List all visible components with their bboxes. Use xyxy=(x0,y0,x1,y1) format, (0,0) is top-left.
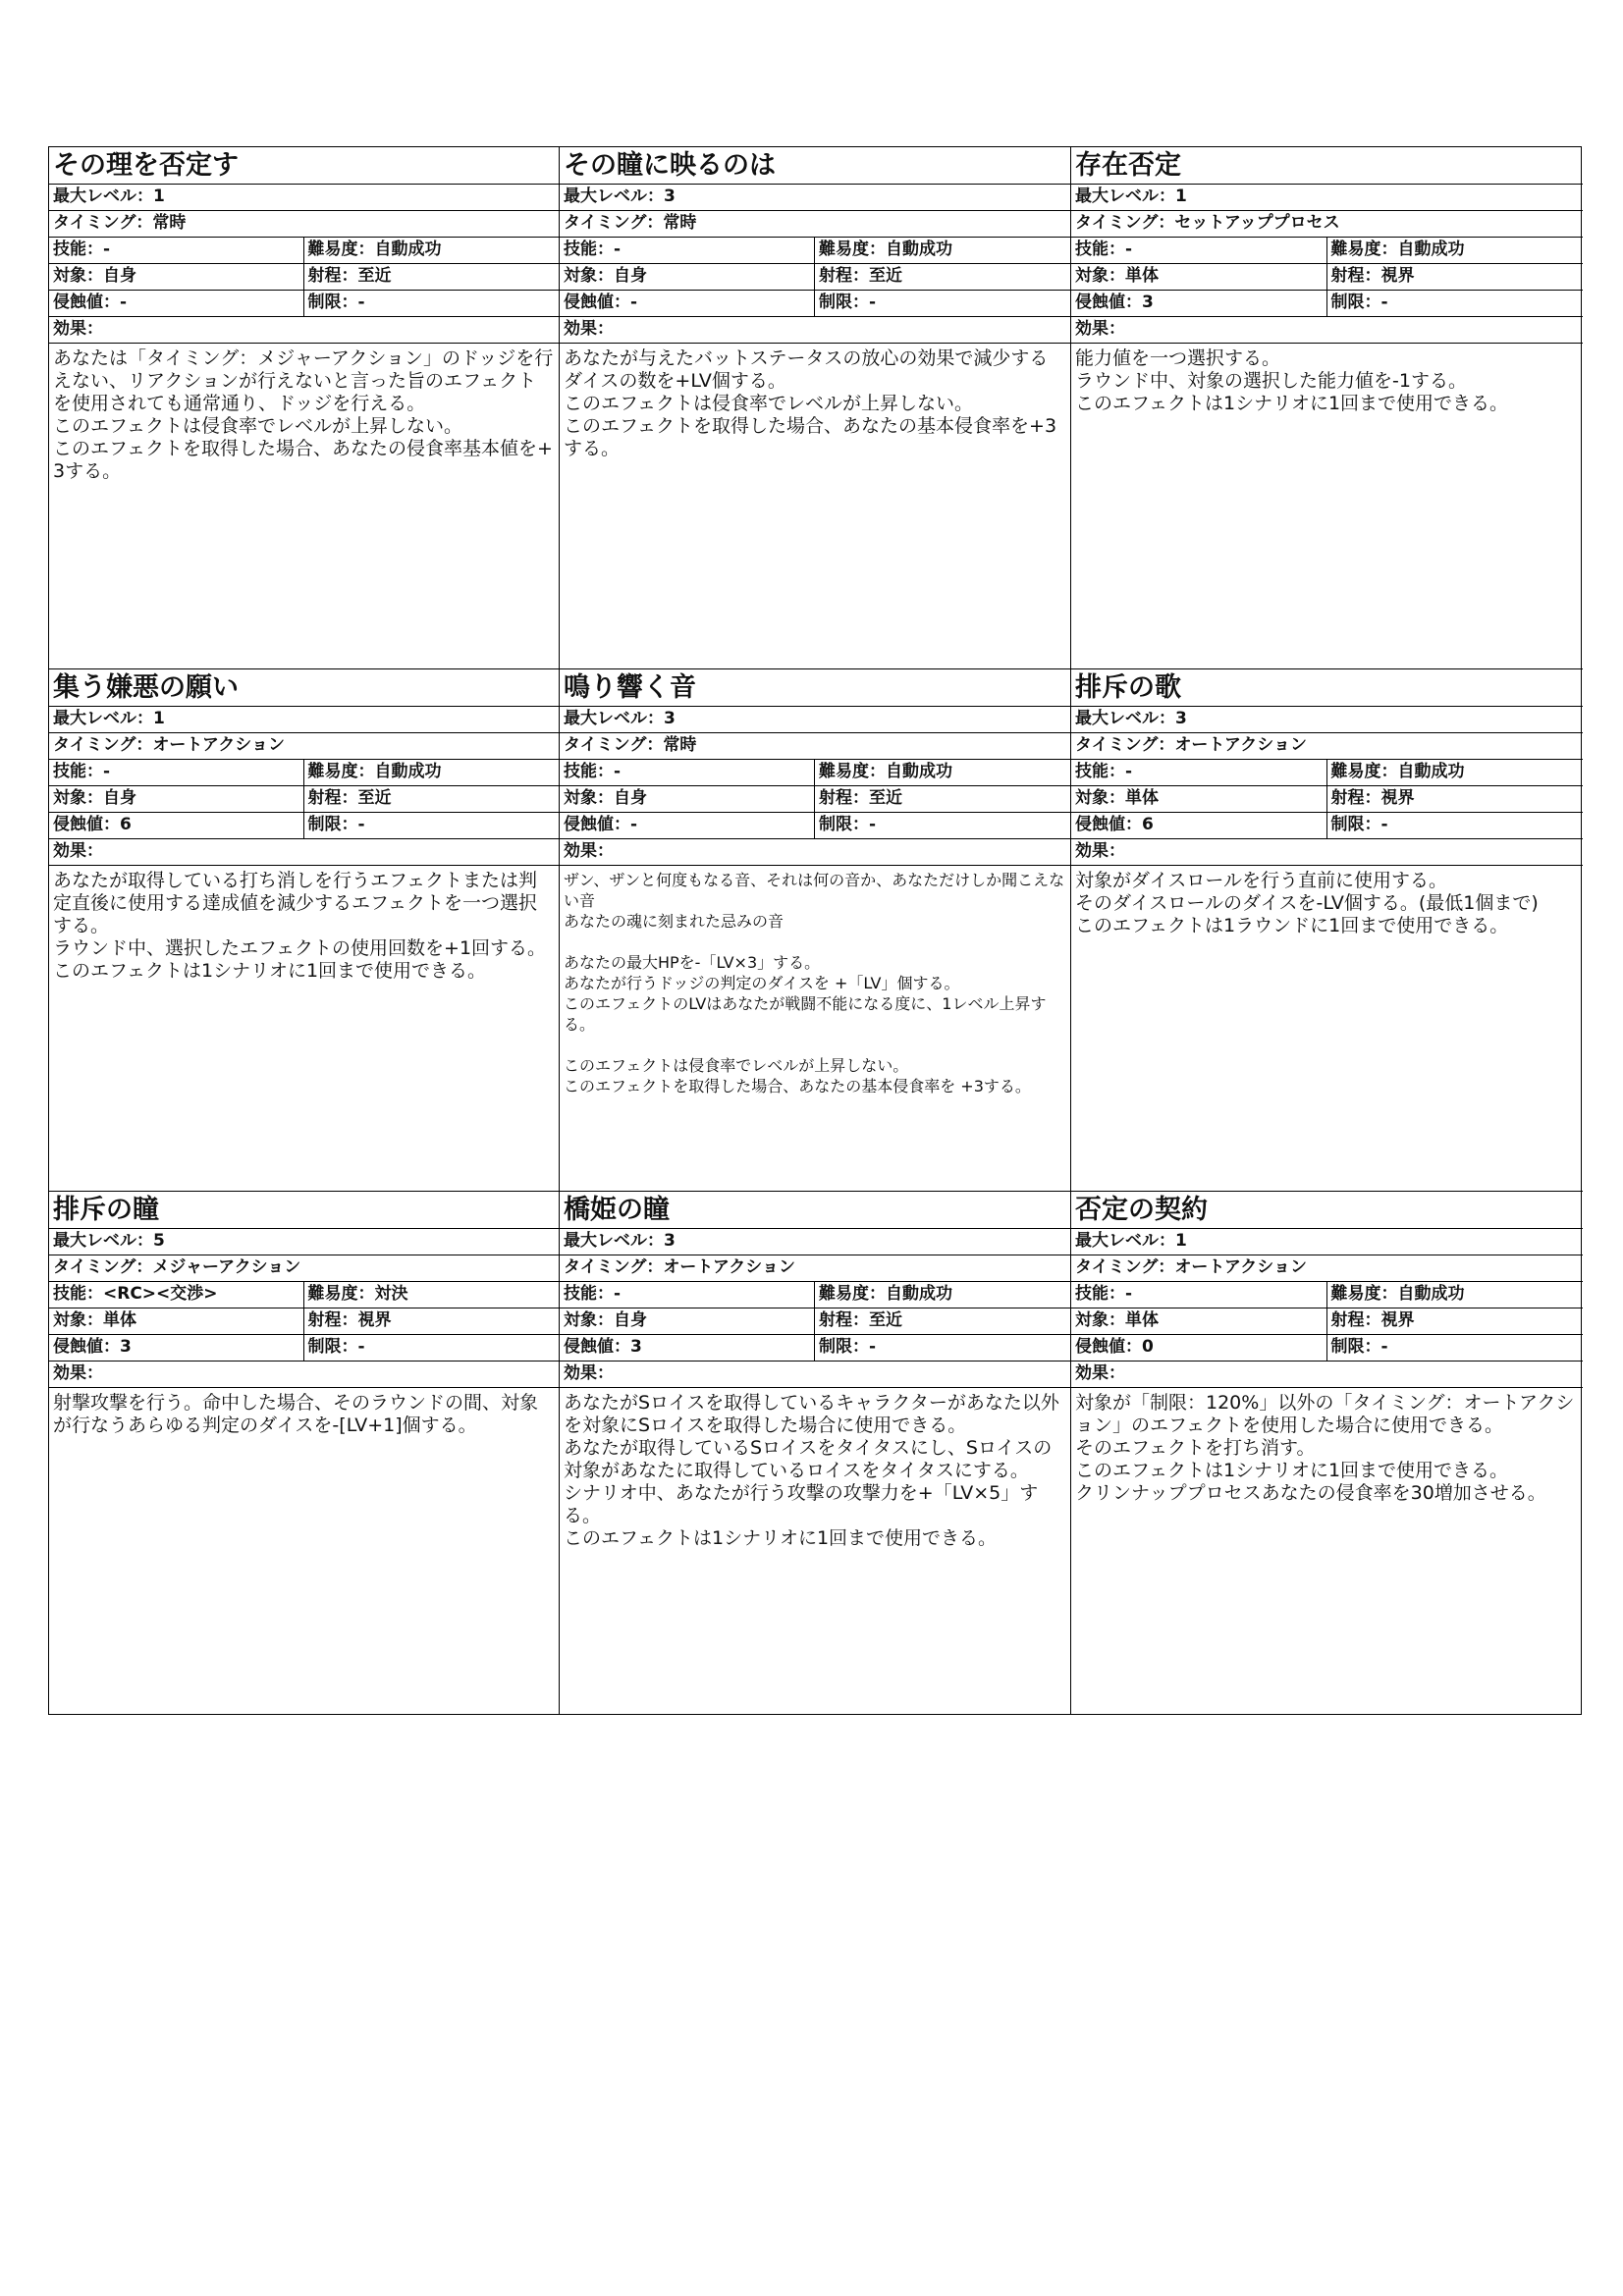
limit-cell xyxy=(815,291,1070,316)
effect-label-row xyxy=(1071,1362,1583,1388)
max-level-row xyxy=(560,1229,1070,1255)
timing-value: セットアッププロセス xyxy=(1174,213,1340,233)
timing-label: タイミング： xyxy=(1075,213,1175,233)
effect-label: 効果： xyxy=(53,1363,103,1383)
max-level-row xyxy=(560,185,1070,211)
target-range-row xyxy=(1071,1308,1583,1335)
limit-value: - xyxy=(1380,1337,1388,1357)
skill-value: - xyxy=(103,762,111,781)
erosion-label: 侵蝕値： xyxy=(564,293,630,312)
range-value: 視界 xyxy=(1380,1310,1415,1330)
erosion-value: 6 xyxy=(120,815,132,834)
target-label: 対象： xyxy=(53,266,103,286)
max-level-row xyxy=(1071,707,1583,733)
range-label: 射程： xyxy=(307,1310,358,1330)
timing-value: オートアクション xyxy=(663,1257,795,1277)
limit-label: 制限： xyxy=(307,815,358,834)
difficulty-value: 自動成功 xyxy=(374,240,442,259)
timing-value: 常時 xyxy=(663,735,697,755)
skill-difficulty-row xyxy=(560,1282,1070,1308)
erosion-value: 3 xyxy=(120,1337,132,1357)
timing-label: タイミング： xyxy=(53,735,153,755)
skill-value: - xyxy=(1125,762,1133,781)
timing-label: タイミング： xyxy=(564,1257,664,1277)
skill-difficulty-row xyxy=(1071,238,1583,264)
erosion-limit-row xyxy=(560,813,1070,839)
max-level-row xyxy=(1071,1229,1583,1255)
limit-cell xyxy=(815,813,1070,838)
range-value: 視界 xyxy=(1380,266,1415,286)
max-level-label: 最大レベル： xyxy=(564,709,664,728)
skill-difficulty-row xyxy=(49,760,559,786)
skill-difficulty-row xyxy=(49,238,559,264)
skill-cell xyxy=(1071,1282,1327,1308)
max-level-row xyxy=(49,185,559,211)
max-level-label: 最大レベル： xyxy=(53,709,153,728)
erosion-limit-row xyxy=(49,1335,559,1362)
max-level-value: 3 xyxy=(1175,709,1187,728)
difficulty-cell xyxy=(815,760,1070,785)
max-level-label: 最大レベル： xyxy=(564,187,664,206)
difficulty-value: 自動成功 xyxy=(374,762,442,781)
effect-label-row xyxy=(49,1362,559,1388)
max-level-value: 5 xyxy=(153,1231,165,1251)
range-cell xyxy=(815,264,1070,290)
difficulty-label: 難易度： xyxy=(819,1284,886,1304)
target-cell xyxy=(1071,1308,1327,1334)
limit-value: - xyxy=(1380,293,1388,312)
max-level-row xyxy=(560,707,1070,733)
difficulty-label: 難易度： xyxy=(307,1284,375,1304)
range-label: 射程： xyxy=(819,788,869,808)
target-cell xyxy=(49,786,304,812)
timing-value: メジャーアクション xyxy=(152,1257,301,1277)
timing-value: オートアクション xyxy=(152,735,285,755)
range-label: 射程： xyxy=(307,788,358,808)
erosion-cell xyxy=(49,291,304,316)
effect-description: 対象がダイスロールを行う直前に使用する。 そのダイスロールのダイスを-LV個する。(最低1個まで) このエフェクトは1ラウンドに1回まで使用できる。 xyxy=(1075,870,1539,936)
max-level-row xyxy=(49,707,559,733)
limit-cell xyxy=(1327,1335,1584,1361)
skill-label: 技能： xyxy=(564,1284,614,1304)
difficulty-cell xyxy=(815,238,1070,263)
skill-cell xyxy=(49,238,304,263)
effect-label: 効果： xyxy=(53,319,103,339)
skill-cell xyxy=(1071,760,1327,785)
effect-label: 効果： xyxy=(564,319,614,339)
effect-label: 効果： xyxy=(564,1363,614,1383)
difficulty-value: 対決 xyxy=(374,1284,408,1304)
effect-name: 鳴り響く音 xyxy=(560,669,1070,707)
max-level-value: 3 xyxy=(664,709,676,728)
skill-value: - xyxy=(1125,1284,1133,1304)
target-range-row xyxy=(560,786,1070,813)
target-label: 対象： xyxy=(1075,266,1125,286)
limit-label: 制限： xyxy=(819,293,869,312)
timing-label: タイミング： xyxy=(564,735,664,755)
effect-description: あなたは「タイミング：メジャーアクション」のドッジを行えない、リアクションが行えないと言った旨のエフェクトを使用されても通常通り、ドッジを行える。 このエフェクトは侵食率でレベルが上昇しない。 このエフェクトを取得した場合、あなたの侵食率基本値を+3する。 xyxy=(53,347,554,482)
effect-label-row xyxy=(560,317,1070,344)
erosion-limit-row xyxy=(1071,1335,1583,1362)
target-cell xyxy=(1071,264,1327,290)
difficulty-value: 自動成功 xyxy=(1397,762,1465,781)
max-level-label: 最大レベル： xyxy=(53,187,153,206)
difficulty-value: 自動成功 xyxy=(886,1284,952,1304)
effect-name: 否定の契約 xyxy=(1071,1192,1583,1229)
skill-cell xyxy=(560,1282,815,1308)
timing-row xyxy=(560,1255,1070,1282)
difficulty-cell xyxy=(304,1282,560,1308)
effect-description: あなたが取得している打ち消しを行うエフェクトまたは判定直後に使用する達成値を減少するエフェクトを一つ選択する。 ラウンド中、選択したエフェクトの使用回数を+1回する。 このエフェクトは1シナリオに1回まで使用できる。 xyxy=(53,870,547,982)
erosion-label: 侵蝕値： xyxy=(1075,815,1142,834)
skill-label: 技能： xyxy=(1075,1284,1125,1304)
effect-card-4 xyxy=(49,669,560,1192)
difficulty-label: 難易度： xyxy=(307,240,375,259)
erosion-value: 0 xyxy=(1142,1337,1154,1357)
target-value: 自身 xyxy=(103,788,136,808)
skill-difficulty-row xyxy=(1071,760,1583,786)
limit-value: - xyxy=(869,1337,877,1357)
target-value: 単体 xyxy=(1125,266,1159,286)
range-cell xyxy=(304,1308,560,1334)
erosion-label: 侵蝕値： xyxy=(564,1337,630,1357)
target-cell xyxy=(560,786,815,812)
difficulty-label: 難易度： xyxy=(1330,1284,1398,1304)
erosion-value: 6 xyxy=(1142,815,1154,834)
range-cell xyxy=(815,786,1070,812)
limit-label: 制限： xyxy=(307,1337,358,1357)
timing-value: 常時 xyxy=(663,213,697,233)
erosion-label: 侵蝕値： xyxy=(1075,293,1142,312)
max-level-value: 1 xyxy=(153,187,165,206)
skill-label: 技能： xyxy=(53,762,103,781)
target-value: 単体 xyxy=(1125,788,1159,808)
difficulty-cell xyxy=(815,1282,1070,1308)
erosion-limit-row xyxy=(1071,291,1583,317)
effect-card-5 xyxy=(560,669,1071,1192)
target-cell xyxy=(49,264,304,290)
skill-value: - xyxy=(103,240,111,259)
erosion-label: 侵蝕値： xyxy=(53,293,120,312)
timing-label: タイミング： xyxy=(564,213,664,233)
skill-label: 技能： xyxy=(1075,240,1125,259)
erosion-label: 侵蝕値： xyxy=(564,815,630,834)
limit-value: - xyxy=(357,1337,365,1357)
target-range-row xyxy=(49,1308,559,1335)
effect-name: 存在否定 xyxy=(1071,147,1583,185)
erosion-limit-row xyxy=(49,291,559,317)
limit-value: - xyxy=(869,815,877,834)
erosion-cell xyxy=(49,813,304,838)
skill-value: - xyxy=(1125,240,1133,259)
timing-row xyxy=(49,733,559,760)
timing-row xyxy=(560,211,1070,238)
target-value: 単体 xyxy=(1125,1310,1159,1330)
target-label: 対象： xyxy=(564,788,614,808)
skill-difficulty-row xyxy=(1071,1282,1583,1308)
difficulty-cell xyxy=(304,238,560,263)
erosion-cell xyxy=(1071,1335,1327,1361)
effect-label: 効果： xyxy=(564,841,614,861)
target-range-row xyxy=(49,264,559,291)
effect-description: ザン、ザンと何度もなる音、それは何の音か、あなただけしか聞こえない音 あなたの魂に刻まれた忌みの音 あなたの最大HPを-「LV×3」する。 あなたが行うドッジの判定のダイスを +「LV」個する。 このエフェクトのLVはあなたが戦闘不能になる度に、1レベル上昇する。 このエフェクトは侵食率でレベルが上昇しない。 このエフェクトを取得した場合、あなたの基本侵食率を +3する。 xyxy=(564,871,1065,1095)
max-level-row xyxy=(1071,185,1583,211)
effect-label-row xyxy=(49,317,559,344)
erosion-cell xyxy=(49,1335,304,1361)
skill-label: 技能： xyxy=(564,762,614,781)
limit-cell xyxy=(304,1335,560,1361)
difficulty-label: 難易度： xyxy=(819,762,886,781)
timing-row xyxy=(1071,733,1583,760)
difficulty-label: 難易度： xyxy=(1330,240,1398,259)
effect-card-7 xyxy=(49,1192,560,1714)
effect-description: 射撃攻撃を行う。命中した場合、そのラウンドの間、対象が行なうあらゆる判定のダイスを-[LV+1]個する。 xyxy=(53,1392,539,1436)
timing-row xyxy=(560,733,1070,760)
timing-row xyxy=(49,1255,559,1282)
effect-label: 効果： xyxy=(1075,319,1125,339)
difficulty-value: 自動成功 xyxy=(886,240,952,259)
timing-row xyxy=(1071,211,1583,238)
range-value: 至近 xyxy=(869,788,902,808)
target-value: 単体 xyxy=(103,1310,136,1330)
timing-value: 常時 xyxy=(152,213,187,233)
difficulty-cell xyxy=(1327,760,1584,785)
limit-value: - xyxy=(357,815,365,834)
limit-cell xyxy=(304,813,560,838)
skill-cell xyxy=(49,760,304,785)
timing-label: タイミング： xyxy=(53,1257,153,1277)
range-value: 至近 xyxy=(869,1310,902,1330)
effect-card-3 xyxy=(1071,147,1583,669)
range-label: 射程： xyxy=(819,1310,869,1330)
skill-cell xyxy=(560,760,815,785)
skill-label: 技能： xyxy=(53,240,103,259)
difficulty-value: 自動成功 xyxy=(1397,240,1465,259)
max-level-row xyxy=(49,1229,559,1255)
max-level-label: 最大レベル： xyxy=(1075,1231,1175,1251)
limit-label: 制限： xyxy=(1330,1337,1381,1357)
effect-name: 排斥の瞳 xyxy=(49,1192,559,1229)
effect-name: 集う嫌悪の願い xyxy=(49,669,559,707)
effect-name: 橋姫の瞳 xyxy=(560,1192,1070,1229)
range-cell xyxy=(815,1308,1070,1334)
limit-label: 制限： xyxy=(819,1337,869,1357)
range-label: 射程： xyxy=(1330,266,1381,286)
effect-description: 能力値を一つ選択する。 ラウンド中、対象の選択した能力値を-1する。 このエフェクトは1シナリオに1回まで使用できる。 xyxy=(1075,347,1509,414)
skill-label: 技能： xyxy=(53,1284,103,1304)
erosion-limit-row xyxy=(560,1335,1070,1362)
skill-label: 技能： xyxy=(1075,762,1125,781)
erosion-limit-row xyxy=(1071,813,1583,839)
skill-difficulty-row xyxy=(49,1282,559,1308)
range-label: 射程： xyxy=(1330,788,1381,808)
effect-card-2 xyxy=(560,147,1071,669)
effect-label: 効果： xyxy=(53,841,103,861)
max-level-value: 1 xyxy=(1175,1231,1187,1251)
range-value: 視界 xyxy=(1380,788,1415,808)
target-range-row xyxy=(1071,264,1583,291)
target-range-row xyxy=(49,786,559,813)
skill-value: <RC><交渉> xyxy=(103,1284,218,1304)
limit-cell xyxy=(1327,813,1584,838)
skill-difficulty-row xyxy=(560,760,1070,786)
skill-cell xyxy=(1071,238,1327,263)
effect-card-6 xyxy=(1071,669,1583,1192)
max-level-value: 3 xyxy=(664,1231,676,1251)
effect-label-row xyxy=(49,839,559,866)
effect-label-row xyxy=(1071,839,1583,866)
effect-label: 効果： xyxy=(1075,1363,1125,1383)
max-level-label: 最大レベル： xyxy=(1075,709,1175,728)
effect-description: あなたが与えたバットステータスの放心の効果で減少するダイスの数を+LV個する。 このエフェクトは侵食率でレベルが上昇しない。 このエフェクトを取得した場合、あなたの基本侵食率を+3する。 xyxy=(564,347,1057,459)
target-cell xyxy=(1071,786,1327,812)
effect-card-8 xyxy=(560,1192,1071,1714)
effect-label: 効果： xyxy=(1075,841,1125,861)
effect-name: その瞳に映るのは xyxy=(560,147,1070,185)
range-cell xyxy=(1327,264,1584,290)
max-level-label: 最大レベル： xyxy=(53,1231,153,1251)
erosion-cell xyxy=(560,813,815,838)
target-range-row xyxy=(560,1308,1070,1335)
limit-value: - xyxy=(357,293,365,312)
erosion-label: 侵蝕値： xyxy=(53,815,120,834)
timing-row xyxy=(1071,1255,1583,1282)
limit-cell xyxy=(304,291,560,316)
target-label: 対象： xyxy=(564,1310,614,1330)
target-label: 対象： xyxy=(1075,1310,1125,1330)
range-value: 至近 xyxy=(869,266,902,286)
target-value: 自身 xyxy=(614,788,647,808)
range-label: 射程： xyxy=(307,266,358,286)
effect-description: 対象が「制限：120%」以外の「タイミング：オートアクション」のエフェクトを使用した場合に使用できる。 そのエフェクトを打ち消す。 このエフェクトは1シナリオに1回まで使用できる。 クリンナッププロセスあなたの侵食率を30増加させる。 xyxy=(1075,1392,1575,1504)
skill-value: - xyxy=(614,240,622,259)
max-level-label: 最大レベル： xyxy=(1075,187,1175,206)
max-level-value: 1 xyxy=(153,709,165,728)
limit-label: 制限： xyxy=(1330,293,1381,312)
erosion-label: 侵蝕値： xyxy=(53,1337,120,1357)
effect-name: 排斥の歌 xyxy=(1071,669,1583,707)
limit-label: 制限： xyxy=(1330,815,1381,834)
target-label: 対象： xyxy=(564,266,614,286)
erosion-value: - xyxy=(120,293,128,312)
skill-cell xyxy=(49,1282,304,1308)
skill-value: - xyxy=(614,1284,622,1304)
skill-label: 技能： xyxy=(564,240,614,259)
erosion-value: - xyxy=(630,815,638,834)
limit-cell xyxy=(815,1335,1070,1361)
target-cell xyxy=(560,1308,815,1334)
erosion-cell xyxy=(560,1335,815,1361)
effect-label-row xyxy=(1071,317,1583,344)
skill-cell xyxy=(560,238,815,263)
limit-cell xyxy=(1327,291,1584,316)
target-cell xyxy=(560,264,815,290)
difficulty-label: 難易度： xyxy=(307,762,375,781)
limit-label: 制限： xyxy=(819,815,869,834)
target-label: 対象： xyxy=(53,788,103,808)
erosion-value: 3 xyxy=(1142,293,1154,312)
target-cell xyxy=(49,1308,304,1334)
limit-label: 制限： xyxy=(307,293,358,312)
difficulty-value: 自動成功 xyxy=(1397,1284,1465,1304)
erosion-limit-row xyxy=(560,291,1070,317)
timing-label: タイミング： xyxy=(53,213,153,233)
effect-name: その理を否定す xyxy=(49,147,559,185)
timing-label: タイミング： xyxy=(1075,735,1175,755)
erosion-cell xyxy=(1071,291,1327,316)
target-range-row xyxy=(560,264,1070,291)
difficulty-label: 難易度： xyxy=(1330,762,1398,781)
erosion-label: 侵蝕値： xyxy=(1075,1337,1142,1357)
timing-value: オートアクション xyxy=(1174,1257,1307,1277)
limit-value: - xyxy=(1380,815,1388,834)
range-value: 至近 xyxy=(357,788,392,808)
range-cell xyxy=(304,786,560,812)
skill-difficulty-row xyxy=(560,238,1070,264)
target-value: 自身 xyxy=(614,266,647,286)
difficulty-label: 難易度： xyxy=(819,240,886,259)
effect-description: あなたがSロイスを取得しているキャラクターがあなた以外を対象にSロイスを取得した場合に使用できる。 あなたが取得しているSロイスをタイタスにし、Sロイスの対象があなたに取得しているロイスをタイタスにする。 シナリオ中、あなたが行う攻撃の攻撃力を+「LV×5」する。 このエフェクトは1シナリオに1回まで使用できる。 xyxy=(564,1392,1059,1549)
timing-row xyxy=(49,211,559,238)
erosion-value: - xyxy=(630,293,638,312)
timing-value: オートアクション xyxy=(1174,735,1307,755)
effect-card-9 xyxy=(1071,1192,1583,1714)
limit-value: - xyxy=(869,293,877,312)
effect-label-row xyxy=(560,1362,1070,1388)
range-cell xyxy=(1327,786,1584,812)
range-label: 射程： xyxy=(819,266,869,286)
erosion-limit-row xyxy=(49,813,559,839)
erosion-cell xyxy=(560,291,815,316)
effect-card-sheet xyxy=(48,146,1582,1715)
target-range-row xyxy=(1071,786,1583,813)
effect-card-1 xyxy=(49,147,560,669)
range-value: 視界 xyxy=(357,1310,392,1330)
max-level-label: 最大レベル： xyxy=(564,1231,664,1251)
erosion-cell xyxy=(1071,813,1327,838)
difficulty-cell xyxy=(304,760,560,785)
target-label: 対象： xyxy=(1075,788,1125,808)
effect-label-row xyxy=(560,839,1070,866)
timing-label: タイミング： xyxy=(1075,1257,1175,1277)
range-cell xyxy=(1327,1308,1584,1334)
range-value: 至近 xyxy=(357,266,392,286)
max-level-value: 1 xyxy=(1175,187,1187,206)
max-level-value: 3 xyxy=(664,187,676,206)
erosion-value: 3 xyxy=(630,1337,642,1357)
range-cell xyxy=(304,264,560,290)
skill-value: - xyxy=(614,762,622,781)
difficulty-value: 自動成功 xyxy=(886,762,952,781)
target-value: 自身 xyxy=(103,266,136,286)
target-label: 対象： xyxy=(53,1310,103,1330)
difficulty-cell xyxy=(1327,1282,1584,1308)
target-value: 自身 xyxy=(614,1310,647,1330)
difficulty-cell xyxy=(1327,238,1584,263)
range-label: 射程： xyxy=(1330,1310,1381,1330)
